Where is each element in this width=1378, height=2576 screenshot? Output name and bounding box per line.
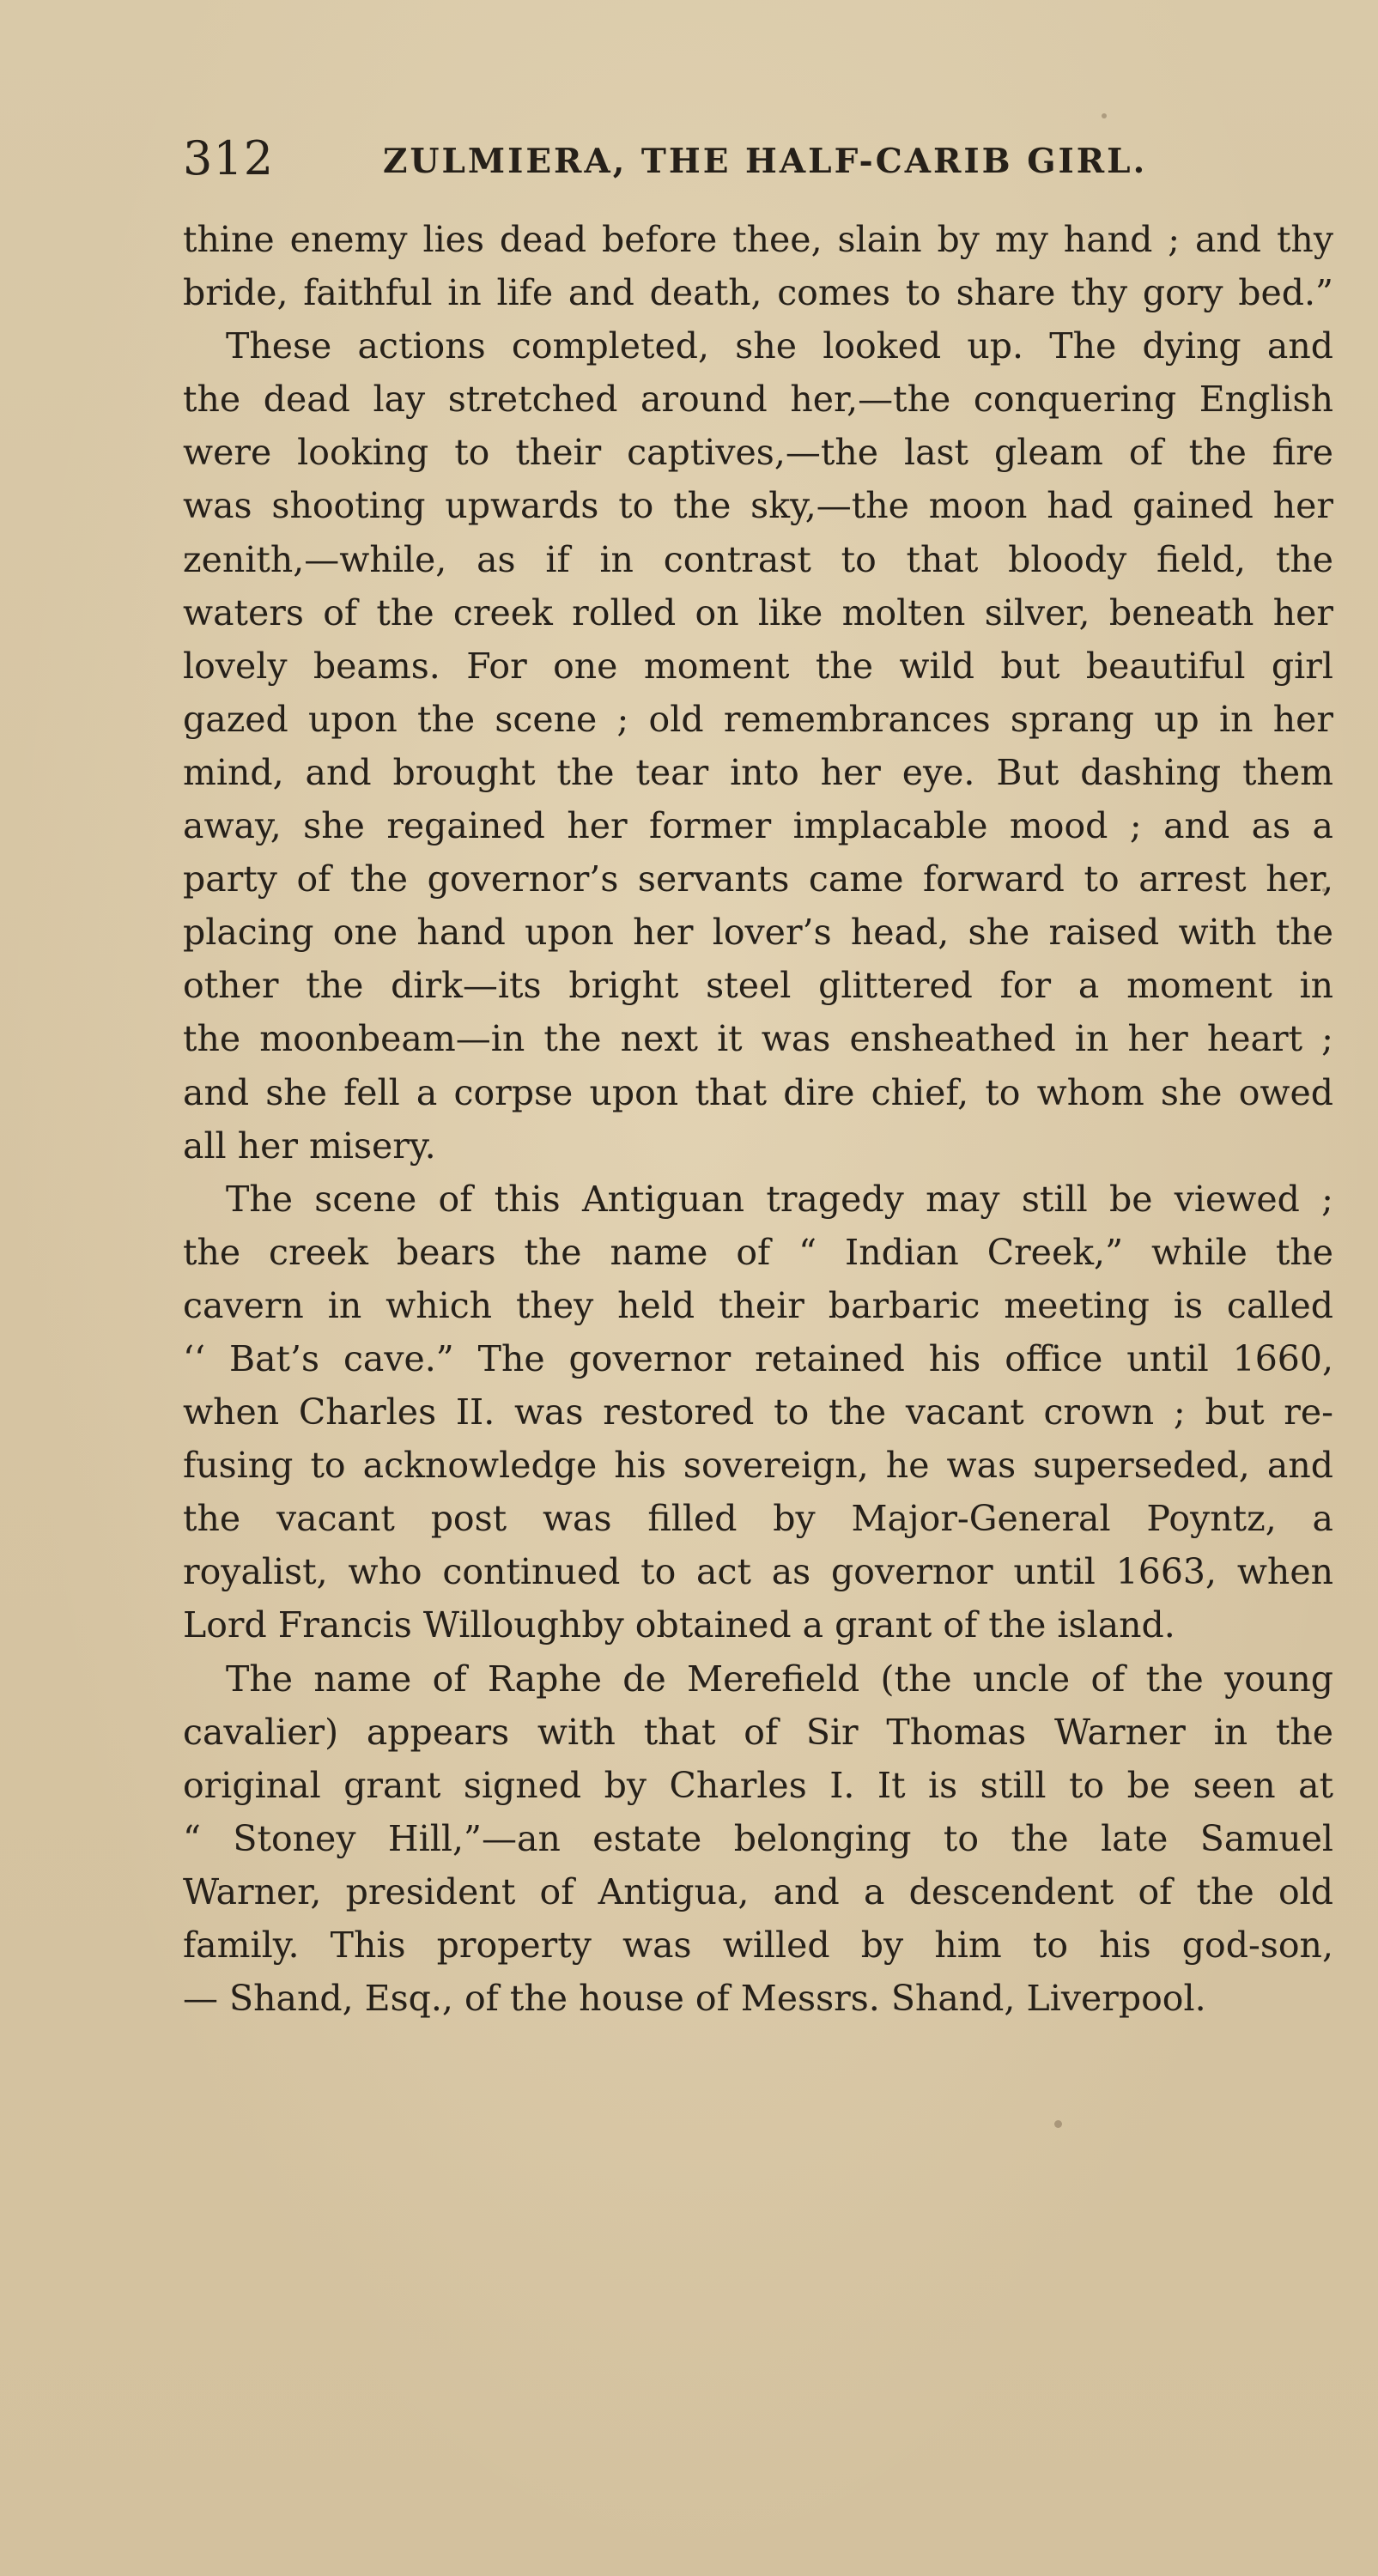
text-line: mind, and brought the tear into her eye. But dashing them [183,751,1333,793]
page-number: 312 [183,131,275,185]
text-line: ‘‘ Bat’s cave.” The governor retained his office until 1660, [183,1337,1333,1379]
text-line: other the dirk—its bright steel glittered for a moment in [183,965,1333,1007]
text-line: cavern in which they held their barbaric meeting is called [183,1284,1333,1326]
text-line: the vacant post was filled by Major-General Poyntz, a [183,1498,1333,1540]
text-line: the moonbeam—in the next it was ensheathed in her heart ; [183,1018,1333,1060]
text-line: waters of the creek rolled on like molten silver, beneath her [183,591,1333,633]
paragraph-end-line: all her misery. [183,1124,436,1167]
text-line: and she fell a corpse upon that dire chief, to whom she owed [183,1071,1333,1113]
text-line: were looking to their captives,—the last gleam of the fire [183,432,1333,474]
text-line: the creek bears the name of “ Indian Creek,” while the [183,1231,1333,1273]
text-line: when Charles II. was restored to the vacant crown ; but re- [183,1391,1333,1433]
text-line: was shooting upwards to the sky,—the moon had gained her [183,485,1333,527]
text-line: bride, faithful in life and death, comes to share thy gory bed.” [183,272,1333,314]
body-text [183,213,1333,2025]
text-line: Warner, president of Antigua, and a descendent of the old [183,1870,1333,1912]
paper-speck [1102,113,1107,118]
paragraph-start-line: The scene of this Antiguan tragedy may still be viewed ; [226,1178,1333,1220]
text-line: “ Stoney Hill,”—an estate belonging to the late Samuel [183,1817,1333,1859]
text-line: party of the governor’s servants came forward to arrest her, [183,858,1333,900]
paragraph-start-line: These actions completed, she looked up. The dying and [226,325,1333,367]
paragraph-end-line: — Shand, Esq., of the house of Messrs. Shand, Liverpool. [183,1978,1206,2020]
paper-speck [1054,2120,1062,2128]
text-line: the dead lay stretched around her,—the conquering English [183,379,1333,421]
text-line: thine enemy lies dead before thee, slain by my hand ; and thy [183,219,1333,260]
text-line: royalist, who continued to act as governor until 1663, when [183,1551,1333,1593]
paper-speck [1322,888,1326,892]
text-line: gazed upon the scene ; old remembrances sprang up in her [183,698,1333,740]
text-line: lovely beams. For one moment the wild but beautiful girl [183,645,1333,687]
text-line: original grant signed by Charles I. It is still to be seen at [183,1764,1333,1806]
text-line: away, she regained her former implacable mood ; and as a [183,805,1333,847]
text-line: family. This property was willed by him to his god-son, [183,1924,1333,1966]
text-line: placing one hand upon her lover’s head, she raised with the [183,912,1333,954]
text-line: zenith,—while, as if in contrast to that bloody field, the [183,538,1333,580]
text-line: fusing to acknowledge his sovereign, he was superseded, and [183,1445,1333,1487]
paragraph-end-line: Lord Francis Willoughby obtained a grant of the island. [183,1604,1175,1646]
text-line: cavalier) appears with that of Sir Thomas Warner in the [183,1711,1333,1753]
running-head: ZULMIERA, THE HALF-CARIB GIRL. [383,142,1148,181]
page-header [183,129,1333,189]
paragraph-start-line: The name of Raphe de Merefield (the uncle of the young [226,1658,1333,1700]
